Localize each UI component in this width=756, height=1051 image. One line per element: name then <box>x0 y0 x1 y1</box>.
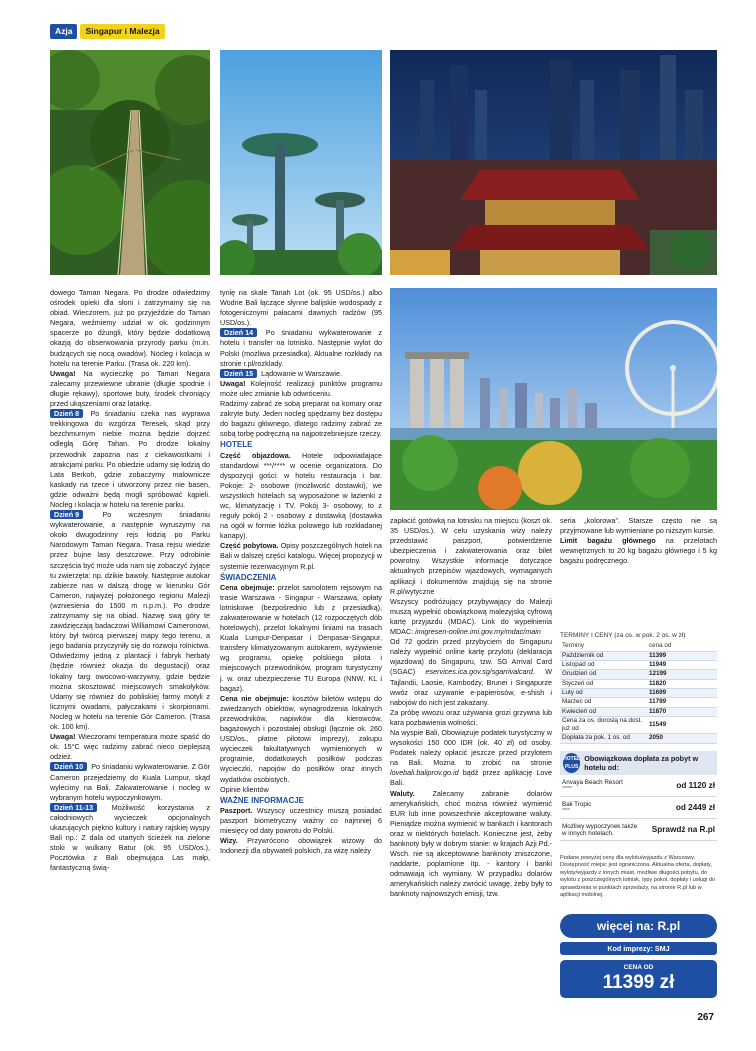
day-14-text: Po śniadaniu wykwaterowanie z hotelu i transfer na lotnisko. Następnie wylot do Polski (możliwa przesiadka). Aktualne rozkłady na stronie r.pl/rozklady. <box>220 328 382 368</box>
disclaimer-note: Podane powyżej ceny dla wylotu/wyjazdu z Warszawy. Dostępność miejsc jest ograniczona. Aktualna oferta, dopłaty, wyloty/wyjazdy z innych miast, możliwe długości pobytu, do wylotu z poszczególnych lotnisk, typy pokoi, dopłaty i usługi do sprawdzenia w punktach sprzedaży, na stronie R.pl lub w aplikacji mobilnej. <box>560 855 716 899</box>
hotel-stars: **** <box>562 808 570 814</box>
table-row[interactable] <box>560 707 717 716</box>
term: Listopad od <box>560 661 647 670</box>
table-row[interactable] <box>560 679 717 688</box>
text-column-3 <box>390 516 552 900</box>
single-room-label: Dopłata za pok. 1 os. od <box>560 734 647 743</box>
day-10-badge: Dzień 10 <box>50 762 87 771</box>
sgac-link[interactable]: eservices.ica.gov.sg/sgarrivalcard <box>425 667 533 677</box>
singapore-night-photo <box>390 50 717 275</box>
warning-text: Kolejność realizacji punktów programu może ulec zmianie lub odwróceniu. <box>220 378 382 398</box>
hotel-option[interactable] <box>560 819 717 841</box>
table-row[interactable] <box>560 670 717 679</box>
hotel-info <box>562 801 591 814</box>
day-11-13-badge: Dzień 11-13 <box>50 803 97 812</box>
extra-bed-price: 11549 <box>647 716 717 734</box>
day-15-badge: Dzień 15 <box>220 369 257 378</box>
price-from-label: CENA OD <box>623 964 654 971</box>
baggage-limit-label: Limit bagażu głównego <box>560 536 656 546</box>
prices-subtitle: (za os. w pok. 2 os. w zł) <box>612 632 686 639</box>
region-tag: Azja <box>50 24 77 39</box>
hotel-stars: ***** <box>562 786 572 792</box>
term: Marzec od <box>560 698 647 707</box>
paragraph-banknotes: seria „kolorowa”. Starsze często nie są przyjmowane lub wymieniane po niższym kursie. <box>560 516 717 536</box>
warning-text: Na wycieczkę po Taman Negara zalecamy przewiewne ubranie (długie spodnie i długie rękawy), sportowe buty, środek chroniący przed ukąszeniami oraz latarkę. <box>50 368 210 409</box>
table-row[interactable] <box>560 651 717 660</box>
hotel-price: od 1120 zł <box>676 781 715 790</box>
currency-text: Zalecamy zabranie dolarów amerykańskich, choć można również wymienić EUR lub inne powszechnie akceptowane waluty. Pieniądze można wymienić w bankach i kantorach oraz w niektórych hotelach. Konieczne jest, żeby banknoty były w dobrym stanie: w krajach Azji Pd.-Wsch. nie są akceptowane banknoty zniszczone, naddarte, poplamione itp. - kantory i banki odmawiają ich wymiany. W przypadku dolarów amerykańskich należy zwrócić uwagę, żeby były to banknoty najnowszych emisji, tzw. <box>390 788 552 899</box>
supertrees-photo <box>220 50 382 275</box>
hotel-surcharge-box <box>560 751 717 841</box>
header-price: cena od <box>647 642 717 651</box>
warning-label: Uwaga! <box>50 368 76 378</box>
mdac-link[interactable]: imigresen-online.imi.gov.my/mdac/main <box>415 627 541 637</box>
day-9-text: Po wczesnym śniadaniu wykwaterowanie, a następnie wyruszymy na około dwugodzinny rejs łodzią po Parku Narodowym Taman Negara. Trasa rejsu wiedzie przez bujne lasy deszczowe. Przy odrobinie szczęścia być może uda nam się zobaczyć żyjące tu zwierzęta: np. dzikie bawoły. Następnie autokar zabierze nas w dalszą drogę w kierunku Gór Cameron, najwyżej położonego regionu Malezji (wzniesienia do 1500 m n.p.m.). Po drodze zatrzymamy się na obiad. Nazwę swą góry te zawdzięczają badaczowi Williamowi Cameronowi, który był twórcą pierwszej mapy tego terenu, a jego badania przyczyniły się do rozwoju rolnictwa. Odwiedzimy jedną z plantacji i fabryk herbaty (będzie również okazja do degustacji) oraz lokalny targ owocowo-warzywny, gdzie będzie można skosztować miejscowych smakołyków. Udamy się również do pobliskiej farmy motyli z licznymi owadami, pałyczakami i skorpionami. Nocleg w hotelu na terenie Gór Cameron. (Trasa ok. 100 km). <box>50 510 210 732</box>
hotel-surcharge-title: Obowiązkowa dopłata za pobyt w hotelu od: <box>584 754 699 772</box>
baggage-limit-text: na przelotach wewnętrznych to 20 kg bagażu głównego i 5 kg bagażu podręcznego. <box>560 536 717 566</box>
price-badge <box>560 960 717 998</box>
paragraph-mdac: Wszyscy podróżujący przybywający do Malezji muszą wypełnić obowiązkową malezyjską cyfrową kartę przyjazdu (MDAC). Link do wypełnienia MDAC: <box>390 596 552 637</box>
single-room-price: 2050 <box>647 734 717 743</box>
price: 11799 <box>647 698 717 707</box>
hotel-name: Bali Tropic <box>562 801 592 808</box>
day-8-text: Po śniadaniu czeka nas wyprawa trekkingowa do wzgórza Teresek, skąd przy bezchmurnym niebie można będzie dojrzeć odległą Górę Tahan. Po drodze lokalny przewodnik zapozna nas z ciekawostkami i atrakcjami parku. Po obiedzie udamy się łodzią do Lata Berkoh, gdzie zobaczymy malownicze kaskady na rzece i utworzony przez nie basen, gdzie odważni będą mogli spróbować kąpieli. Nocleg i kolacja w hotelu na terenie parku. <box>50 409 210 509</box>
header-term: Terminy <box>560 642 647 651</box>
text-column-1 <box>50 288 210 873</box>
canopy-walkway-photo <box>50 50 210 275</box>
warning-label: Uwaga! <box>50 732 76 742</box>
warning-label: Uwaga! <box>220 378 246 388</box>
table-row[interactable] <box>560 698 717 707</box>
table-row <box>560 716 717 734</box>
hotels-tour-text: Hotele odpowiadające standardowi ***/**** w ocenie organizatora. Do dyspozycji gości: w hotelu restauracja i bar. Pokoje: 2- osobowe (możliwość dostawki), we wszystkich hotelach są wyposażone w łazienki z wc, klimatyzację i TV. Pokój 3- osobowy, to z reguły pokój 2 - osobowy z dostawką (dostawka na ogół w formie łóżka polowego lub rozkładanej kanapy). <box>220 450 382 541</box>
customer-reviews-link[interactable]: Opinie klientów <box>220 784 269 794</box>
extra-bed-label: Cena za os. doroslą na dost. już od <box>560 716 647 734</box>
tour-code: Kod imprezy: SMJ <box>560 942 717 955</box>
warning-text: Wieczorami temperatura może spaść do ok. 15°C więc radzimy zabrać nieco cieplejszą odzież. <box>50 732 210 762</box>
hotel-plus-bottom: PLUS <box>564 764 579 770</box>
term: Październik od <box>560 651 647 660</box>
page-number: 267 <box>697 1012 714 1023</box>
paragraph-taman-negara: dowego Taman Negara. Po drodze odwiedzimy ośrodek opieki dla słoni i zatrzymamy się na obiad. Wieczorem, już po przyjeździe do Taman Negara, weźmiemy udział w ok. godzinnym spacerze po dżungli, który będzie dodatkową okazją do obserwowania przyrody parku (m.in. budzących się nocą owadów). Nocleg i kolacja w hotelu na terenie Parku. (Trasa ok. 220 km). <box>50 288 210 368</box>
price: 12199 <box>647 670 717 679</box>
visa-label: Wizy. <box>220 836 238 846</box>
prices-table <box>560 642 717 744</box>
table-row <box>560 734 717 743</box>
hotel-option[interactable] <box>560 775 717 797</box>
hotel-price: Sprawdź na R.pl <box>651 825 715 834</box>
price: 11699 <box>647 688 717 697</box>
paragraph-fine: Za próbę wwozu oraz używania grozi grzywna lub kara pozbawienia wolności. <box>390 707 552 727</box>
passport-text: Wszyscy uczestnicy muszą posiadać paszport biometryczny ważny co najmniej 6 miesięcy od daty powrotu do Polski. <box>220 805 382 835</box>
table-row[interactable] <box>560 661 717 670</box>
paragraph-sgac-end: . W Tajlandii, Laosie, Kambodży, Brunei i Singapurze wwóz oraz używanie e-papierosów, e-shish i nabojów do nich jest zakazany. <box>390 667 553 707</box>
price: 11870 <box>647 707 717 716</box>
paragraph-sgac: Od 72 godzin przed przybyciem do Singapuru należy wypełnić online kartę przylotu (deklaracja wjazdowa) do Singapuru, tzw. SG Arrival Card (SGAC) <box>390 637 552 677</box>
term: Styczeń od <box>560 679 647 688</box>
price: 11399 <box>647 651 717 660</box>
term: Luty od <box>560 688 647 697</box>
paragraph-visa-cont: zapłacić gotówką na lotnisku na miejscu (koszt ok. 35 USD/os.). W celu uzyskania wizy należy przedstawić paszport, potwierdzenie ubezpieczenia i zakwaterowania oraz bilet powrotny. Wszystkie informacje dotyczące aktualnych przepisów wjazdowych, wymaganych aplikacji i dokumentów znajdują się na stronie R.pl/wytyczne <box>390 516 552 596</box>
hotel-plus-top: HOTEL <box>563 756 581 762</box>
day-9-badge: Dzień 9 <box>50 510 83 519</box>
marina-bay-photo <box>390 288 717 510</box>
day-10-text: Po śniadaniu wykwaterowanie. Z Gór Cameron przejedziemy do Kuala Lumpur, skąd wylecimy na Bali. Zakwaterowanie i nocleg w wybranym hotelu wypoczynkowym. <box>50 762 210 802</box>
price: 11949 <box>647 661 717 670</box>
lovebali-link[interactable]: lovebali.baliprov.go.id <box>390 768 459 778</box>
passport-label: Paszport. <box>220 805 253 815</box>
hotel-price: od 2449 zł <box>675 803 715 812</box>
text-column-4 <box>560 516 717 566</box>
paragraph-luggage-advice: Radzimy zabrać ze sobą preparat na komary oraz zakryte buty. Jeden nocleg spędzamy bez dostępu do bagażu głównego, dlatego radzimy zabrać ze sobą torbę podręczną na najpotrzebniejsze rzeczy. <box>220 399 382 439</box>
destination-tag: Singapur i Malezja <box>80 24 164 39</box>
hotels-stay-label: Część pobytowa. <box>220 541 279 551</box>
hotel-option[interactable] <box>560 797 717 819</box>
paragraph-bali-tax: Na wyspie Bali, Obowiązuje podatek turystyczny w wysokości 150 000 IDR (ok. 40 zł) od osoby. Podatek należy opłacić jeszcze przed przylotem na Bali. Można to zrobić na stronie <box>390 727 552 768</box>
day-11-13-text: Możliwość korzystania z całodniowych wycieczek opcjonalnych ukazujących piękno kultury i natury rajskiej wyspy Bali np.: Z dala od utartych ścieżek na zielone stoki w wulkany Batur (ok. 95 USD/os.), Pocztówka z Bali obejmująca Las małp, fantastyczną świą- <box>50 802 210 873</box>
section-heading-important-info: WAŻNE INFORMACJE <box>220 795 304 805</box>
paragraph-bali-tax-end: bądź przez aplikację Love Bali. <box>390 768 552 788</box>
prices-title <box>560 630 685 639</box>
day-15-text: Lądowanie w Warszawie. <box>259 368 342 378</box>
price-includes-text: przelot samolotem rejsowym na trasie Warszawa - Singapur - Warszawa, opłaty lotniskowe (bezpośrednio lub z przesiadką), zakwaterowanie w hotelach (12 rozpoczętych dób hotelowych), przelot lokalnymi liniami na trasach Kuala Lumpur-Denpasar i Denpasar-Singapur, transfery klimatyzowanym autokarem, wyżywienie wg programu, opiekę polskiego pilota i miejscowych przewodników, program turystyczny j. w. oraz ubezpieczenie TU Europa (NNW, KL i bagaż). <box>220 582 382 693</box>
prices-title-text: TERMINY I CENY <box>560 632 613 639</box>
currency-label: Waluty. <box>390 788 415 798</box>
day-8-badge: Dzień 8 <box>50 409 83 418</box>
price-excludes-label: Cena nie obejmuje: <box>220 693 289 703</box>
hotel-surcharge-header <box>560 751 717 775</box>
visa-text: Przywrócono obowiązek wizowy do Indonezji dla obywateli polskich, za wizę należy <box>220 836 382 856</box>
paragraph-bali-trips: tynię na skale Tanah Lot (ok. 95 USD/os.) albo Wodne Bali łączące słynne balijskie wodospady z fotogenicznymi pałacami dawnych radżów (95 USD/os.). <box>220 288 382 328</box>
table-header-row <box>560 642 717 651</box>
hotel-name: Możliwy wypoczynek także w innych hotelach. <box>562 822 638 837</box>
hotel-info <box>562 779 623 792</box>
hotels-tour-label: Część objazdowa. <box>220 450 291 460</box>
section-heading-hotels: HOTELE <box>220 440 253 450</box>
price: 11820 <box>647 679 717 688</box>
hotel-plus-icon <box>563 753 580 773</box>
section-heading-services: ŚWIADCZENIA <box>220 572 277 582</box>
price-includes-label: Cena obejmuje: <box>220 582 275 592</box>
price-amount: 11399 zł <box>602 972 675 993</box>
price-excludes-text: kosztów biletów wstępu do zwiedzanych obiektów, wynagrodzenia lokalnych przewodników, napiwków dla kierowców, bagażowych i pozostałej obsługi (łącznie ok. 260 USD/os., płatne pilotowi imprezy), zakupu wycieczek fakultatywnych wymienionych w programie, dodatkowych posiłków podczas wycieczki, napojów do posiłków oraz innych wydatków osobistych. <box>220 693 382 784</box>
breadcrumb <box>50 24 165 39</box>
term: Kwiecień od <box>560 707 647 716</box>
more-info-button[interactable]: więcej na: R.pl <box>560 914 717 938</box>
hotel-info <box>562 823 640 837</box>
hotel-name: Anvaya Beach Resort <box>562 779 623 786</box>
hotels-stay-text: Opisy poszczególnych hoteli na Bali w dalszej części katalogu. Więcej propozycji w systemie rezerwacyjnym R.pl. <box>220 541 382 571</box>
term: Grudzień od <box>560 670 647 679</box>
text-column-2 <box>220 288 382 856</box>
table-row[interactable] <box>560 688 717 697</box>
day-14-badge: Dzień 14 <box>220 328 257 337</box>
